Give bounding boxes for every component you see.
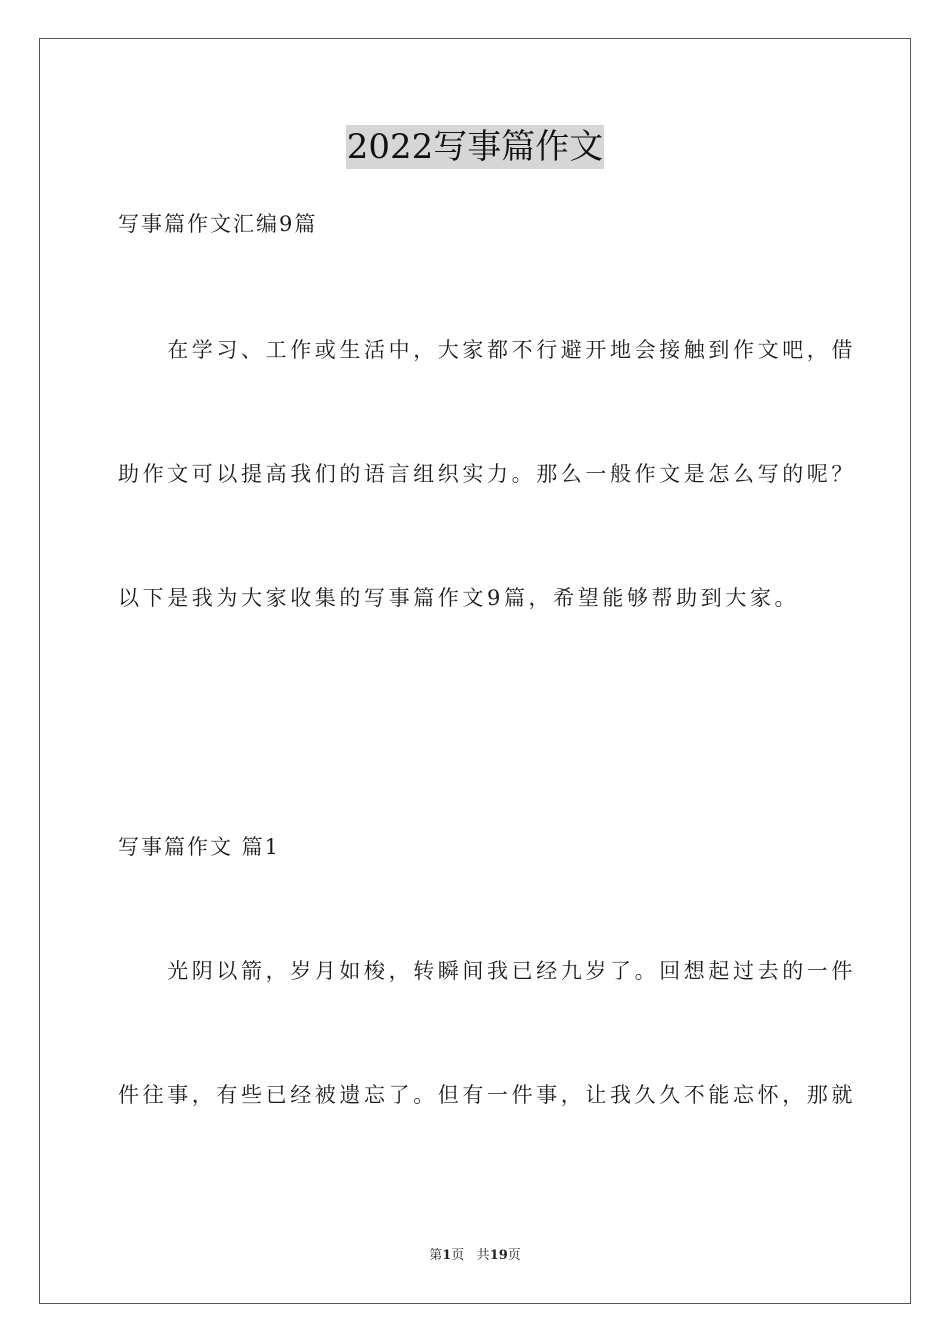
footer-total-suffix: 页 — [507, 1248, 521, 1263]
footer-page-number: 1 — [442, 1248, 452, 1263]
page-footer — [0, 1247, 950, 1265]
section-heading: 写事篇作文 篇1 — [118, 835, 281, 859]
footer-page-suffix: 页 — [451, 1248, 465, 1263]
document-subtitle: 写事篇作文汇编9篇 — [118, 212, 318, 236]
title-container — [0, 125, 950, 169]
intro-line-2: 助作文可以提高我们的语言组织实力。那么一般作文是怎么写的呢？ — [118, 462, 856, 486]
intro-line-1: 在学习、工作或生活中，大家都不行避开地会接触到作文吧，借 — [118, 338, 856, 362]
footer-prefix: 第 — [429, 1248, 443, 1263]
intro-line-3: 以下是我为大家收集的写事篇作文9篇，希望能够帮助到大家。 — [118, 586, 800, 610]
section-line-1: 光阴以箭，岁月如梭，转瞬间我已经九岁了。回想起过去的一件 — [118, 959, 856, 983]
document-title: 2022写事篇作文 — [346, 127, 604, 167]
footer-total-pages: 19 — [489, 1248, 508, 1263]
footer-total-prefix: 共 — [476, 1248, 490, 1263]
section-line-2: 件往事，有些已经被遗忘了。但有一件事，让我久久不能忘怀，那就 — [118, 1083, 856, 1107]
